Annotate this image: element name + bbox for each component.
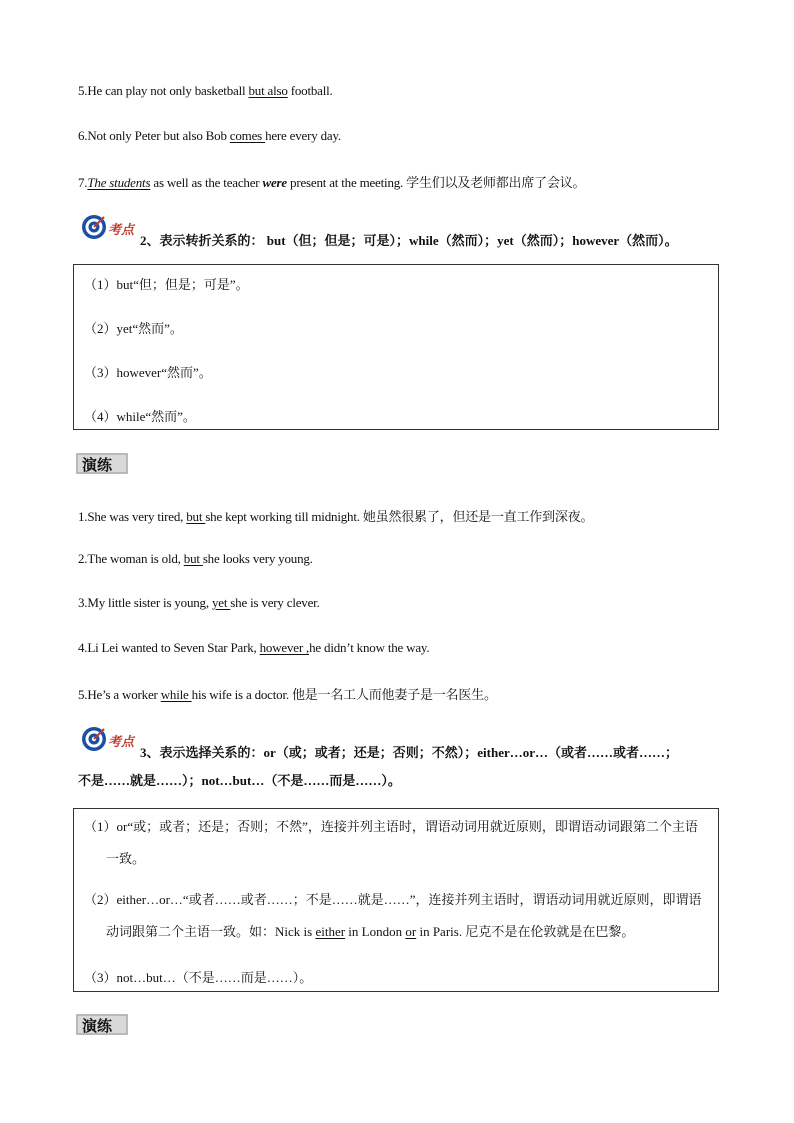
example-1: [78, 506, 593, 525]
section-3-title-line-1: 3、表示选择关系的：or（或；或者；还是；否则；不然）；either…or…（或者……或者……；: [140, 745, 679, 760]
sentence-7: [78, 172, 585, 191]
sentence-text: as well as the teacher: [150, 175, 263, 190]
example-text: she kept working till midnight. 她虽然很累了，但还是一直工作到深夜。: [205, 509, 594, 524]
emphasized-verb: were: [262, 175, 287, 190]
sentence-text: 5.He can play not only basketball: [78, 83, 249, 98]
practice-label: [76, 1013, 130, 1037]
box-text: in London: [345, 924, 406, 939]
kaodian-label: 考点: [108, 223, 135, 238]
explanation-box-2: [73, 264, 719, 430]
box-text: in Paris. 尼克不是在伦敦就是在巴黎。: [416, 924, 635, 939]
box-item: （4）while“然而”。: [84, 409, 196, 424]
example-text: she is very clever.: [230, 595, 320, 610]
sentence-text: football.: [287, 83, 333, 98]
sentence-5: [78, 83, 333, 99]
underlined-word: but: [183, 551, 203, 566]
explanation-box-3: [73, 808, 719, 992]
kaodian-badge: [80, 212, 140, 242]
box-item: （2）yet“然而”。: [84, 321, 183, 336]
example-text: 5.He’s a worker: [78, 687, 161, 702]
kaodian-label: 考点: [108, 735, 135, 750]
sentence-text: here every day.: [265, 128, 341, 143]
practice-label: [76, 452, 130, 476]
underlined-phrase: but also: [248, 83, 288, 98]
underlined-word: while: [160, 687, 192, 702]
sentence-number: 7.: [78, 175, 88, 190]
kaodian-badge: [80, 724, 140, 754]
example-text: his wife is a doctor. 他是一名工人而他妻子是一名医生。: [191, 687, 497, 702]
section-2-title: 2、表示转折关系的： but（但；但是；可是）；while（然而）；yet（然而）；however（然而）。: [140, 233, 678, 248]
example-text: 4.Li Lei wanted to Seven Star Park,: [78, 640, 260, 655]
example-text: he didn’t know the way.: [309, 640, 430, 655]
underlined-word: yet: [211, 595, 231, 610]
sentence-text: present at the meeting. 学生们以及老师都出席了会议。: [286, 175, 586, 190]
underlined-phrase: The students: [87, 175, 151, 190]
section-3-title-line-2: 不是……就是……）；not…but…（不是……而是……）。: [78, 773, 401, 788]
example-text: 2.The woman is old,: [78, 551, 184, 566]
box-text: （2）either…or…“或者……或者……；不是……就是……”，连接并列主语时，谓语动词用就近原则，即谓语动词跟第二个主语一致。如：Nick is: [84, 892, 702, 939]
sentence-6: [78, 128, 341, 144]
example-text: she looks very young.: [202, 551, 313, 566]
underlined-word: or: [405, 924, 417, 939]
practice-text: 演练: [82, 456, 113, 474]
box-item: （1）but“但；但是；可是”。: [84, 277, 249, 292]
practice-text: 演练: [82, 1017, 113, 1035]
box-item: （3）however“然而”。: [84, 365, 212, 380]
example-2: [78, 551, 313, 567]
underlined-word: however ,: [259, 640, 310, 655]
example-3: [78, 595, 320, 611]
example-text: 3.My little sister is young,: [78, 595, 212, 610]
box-item: （1）or“或；或者；还是；否则；不然”，连接并列主语时，谓语动词用就近原则，即谓语动词跟第二个主语一致。: [84, 819, 698, 866]
sentence-text: 6.Not only Peter but also Bob: [78, 128, 230, 143]
underlined-word: but: [186, 509, 206, 524]
box-item: （3）not…but…（不是……而是……）。: [84, 970, 313, 985]
example-5: [78, 684, 497, 703]
box-item: [84, 884, 710, 948]
example-4: [78, 640, 429, 656]
underlined-phrase: comes: [229, 128, 266, 143]
example-text: 1.She was very tired,: [78, 509, 187, 524]
underlined-word: either: [315, 924, 346, 939]
